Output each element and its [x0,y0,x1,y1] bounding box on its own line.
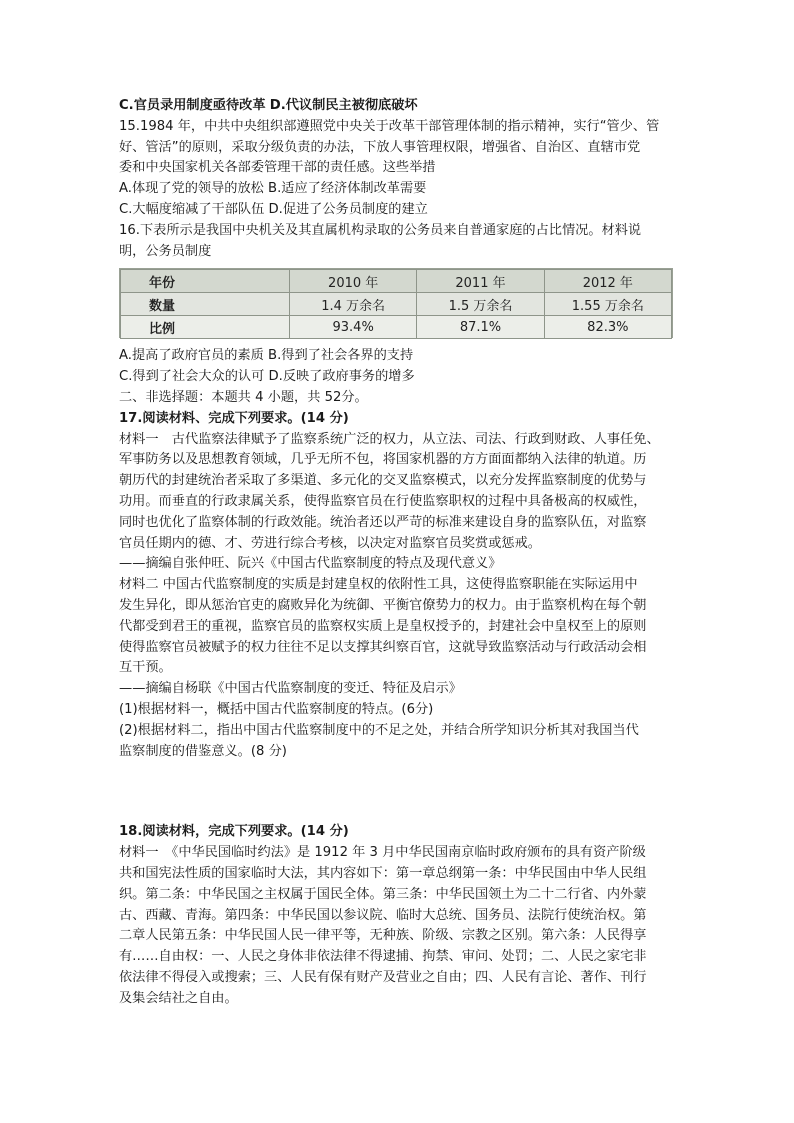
q17-source1: ——摘编自张仲旺、阮兴《中国古代监察制度的特点及现代意义》 [119,556,502,572]
q17-material2-line: 材料二 中国古代监察制度的实质是封建皇权的依附性工具，这使得监察职能在实际运用中 [119,577,638,593]
q17-material1-line: 功用。而垂直的行政隶属关系，使得监察官员在行使监察职权的过程中具备极高的权威性， [119,493,647,509]
q16-stem-line: 16.下表所示是我国中央机关及其直属机构录取的公务员来自普通家庭的占比情况。材料说 [119,222,642,238]
q17-material1-line: 朝历代的封建统治者采取了多渠道、多元化的交叉监察模式，以充分发挥监察制度的优势与 [119,473,647,489]
table-cell: 比例 [121,316,290,339]
answer-space [119,762,679,822]
q14-option-d: D.代议制民主被彻底破坏 [269,98,418,113]
table-row [121,293,672,316]
q17-question-line: (2)根据材料二，指出中国古代监察制度中的不足之处，并结合所学知识分析其对我国当代 [119,722,639,738]
q17-material1-line: 同时也优化了监察体制的行政效能。统治者还以严苛的标准来建设自身的监察队伍，对监察 [119,514,647,530]
q15-option-line: A.体现了党的领导的放松 B.适应了经济体制改革需要 [119,181,427,197]
q18-material1-line: 二章人民第五条：中华民国人民一律平等，无种族、阶级、宗教之区别。第六条：人民得享 [119,928,647,944]
table-cell: 93.4% [290,316,417,339]
q15-stem-line: 15.1984 年，中共中央组织部遵照党中央关于改革干部管理体制的指示精神，实行“管少、管 [119,118,660,134]
q17-material1-line: 军事防务以及思想教育领域，几乎无所不包，将国家机器的方方面面都纳入法律的轨道。历 [119,452,647,468]
table-cell: 2012 年 [544,270,671,293]
q16-option-line: A.提高了政府官员的素质 B.得到了社会各界的支持 [119,348,414,364]
q17-source2: ——摘编自杨联《中国古代监察制度的变迁、特征及启示》 [119,681,462,697]
q17-material2-line: 发生异化，即从惩治官吏的腐败异化为统御、平衡官僚势力的权力。由于监察机构在每个朝 [119,597,647,613]
q16-table-image [119,268,673,338]
table-cell: 2010 年 [290,270,417,293]
q17-material2-line: 使得监察官员被赋予的权力往往不足以支撑其纠察百官，这就导致监察活动与行政活动会相 [119,639,647,655]
q15-option-line: C.大幅度缩减了干部队伍 D.促进了公务员制度的建立 [119,201,428,217]
q17-material2-line: 代都受到君王的重视，监察官员的监察权实质上是皇权授予的，封建社会中皇权至上的原则 [119,618,647,634]
q17-material1-line: 官员任期内的德、才、劳进行综合考核，以决定对监察官员奖赏或惩戒。 [119,535,541,551]
q18-material1-line: 织。第二条：中华民国之主权属于国民全体。第三条：中华民国领土为二十二行省、内外蒙 [119,886,647,902]
q15-stem-line: 好、管活”的原则，采取分级负责的办法，下放人事管理权限，增强省、自治区、直辖市党 [119,139,641,155]
q14-options-cd [119,96,679,117]
table-cell: 数量 [121,293,290,316]
q14-option-c: C.官员录用制度亟待改革 [119,98,266,113]
q18-material1-line: 依法律不得侵入或搜索；三、人民有保有财产及营业之自由；四、人民有言论、著作、刊行 [119,969,647,985]
exam-page [119,96,679,1009]
table-cell: 1.55 万余名 [544,293,671,316]
q17-material2-line: 互干预。 [119,660,172,676]
section-heading: 二、非选择题：本题共 4 小题，共 52分。 [119,389,368,405]
table-cell: 1.5 万余名 [417,293,544,316]
q18-material1-line: 及集会结社之自由。 [119,990,238,1006]
q18-title: 18.阅读材料，完成下列要求。(14 分) [119,824,349,840]
table-header-row [121,270,672,293]
q17-material1-line: 材料一 古代监察法律赋予了监察系统广泛的权力，从立法、司法、行政到财政、人事任免、 [119,431,660,447]
q18-material1-line: 共和国宪法性质的国家临时大法，其内容如下：第一章总纲第一条：中华民国由中华人民组 [119,865,647,881]
q16-stem-line: 明，公务员制度 [119,243,212,259]
q15-stem-line: 委和中央国家机关各部委管理干部的责任感。这些举措 [119,160,436,176]
q18-material1-line: 古、西藏、青海。第四条：中华民国以参议院、临时大总统、国务员、法院行使统治权。第 [119,907,647,923]
q17-question-line: 监察制度的借鉴意义。(8 分) [119,743,287,759]
q17-title: 17.阅读材料、完成下列要求。(14 分) [119,410,349,426]
q16-table [120,269,672,339]
table-cell: 年份 [121,270,290,293]
q18-material1-line: 有……自由权：一、人民之身体非依法律不得逮捕、拘禁、审问、处罚；二、人民之家宅非 [119,949,647,965]
table-cell: 2011 年 [417,270,544,293]
table-row [121,316,672,339]
table-cell: 1.4 万余名 [290,293,417,316]
table-cell: 82.3% [544,316,671,339]
q17-question-line: (1)根据材料一，概括中国古代监察制度的特点。(6分) [119,701,434,717]
table-cell: 87.1% [417,316,544,339]
q18-material1-line: 材料一 《中华民国临时约法》是 1912 年 3 月中华民国南京临时政府颁布的具有资产阶级 [119,845,646,861]
q16-option-line: C.得到了社会大众的认可 D.反映了政府事务的增多 [119,369,415,385]
